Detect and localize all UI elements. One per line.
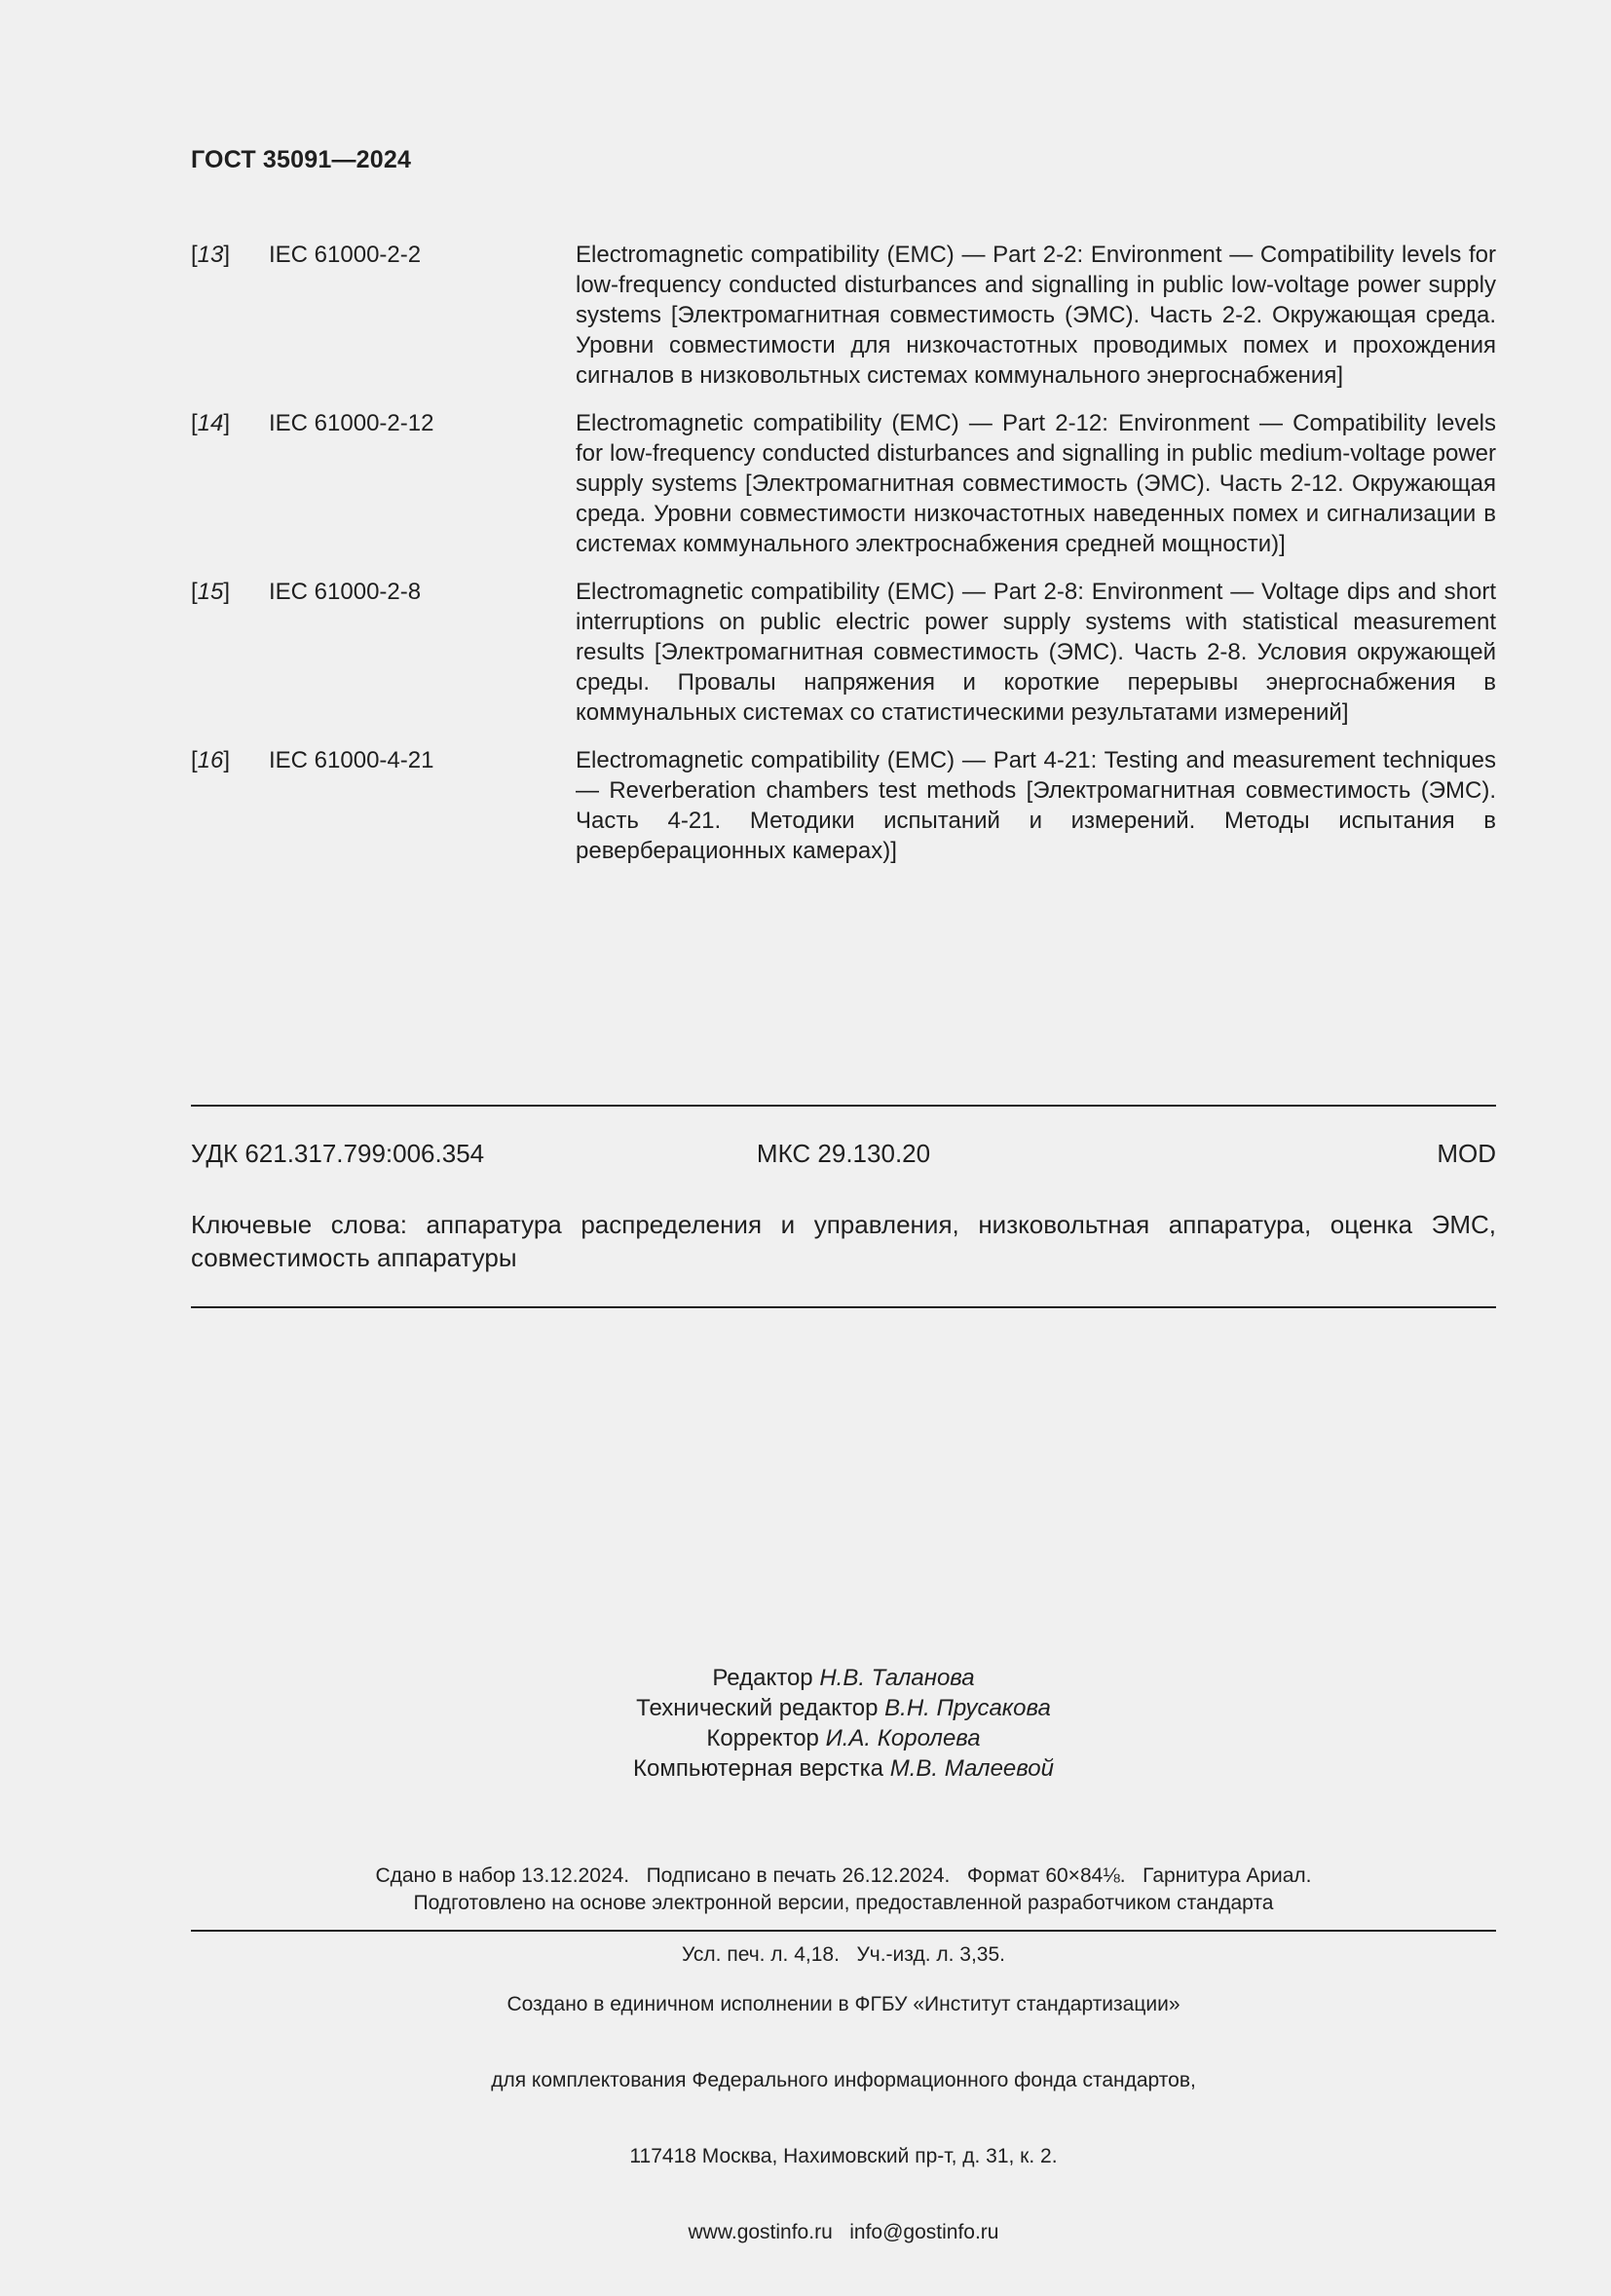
printer-line: для комплектования Федерального информационного фонда стандартов, [491, 2069, 1196, 2091]
publication-line: Сдано в набор 13.12.2024. Подписано в печать 26.12.2024. Формат 60×84⅛. Гарнитура Ариал. [375, 1864, 1312, 1887]
entry-number: [14] [191, 410, 231, 436]
entry-number: [15] [191, 579, 231, 605]
credit-line: Корректор И.А. Королева [706, 1725, 981, 1751]
classification-row [191, 1139, 1496, 1172]
bibliography-entry [191, 240, 1496, 391]
entry-description: Electromagnetic compatibility (EMC) — Part 2-8: Environment — Voltage dips and short interruptions on public electric power supply systems with statistical measurement results [Электромагнитная совместимость (ЭМС). Часть 2-8. Условия окружающей среды. Провалы напряжения и короткие перерывы энергоснабжения в коммунальных системах со статистическими результатами измерений] [576, 579, 1496, 726]
udk-code: УДК 621.317.799:006.354 [191, 1139, 485, 1168]
credit-line: Редактор Н.В. Таланова [712, 1665, 975, 1691]
credit-line: Компьютерная верстка М.В. Малеевой [633, 1755, 1054, 1782]
divider-bottom [191, 1930, 1496, 1932]
printer-info [191, 1941, 1496, 2296]
modification-degree: MOD [1437, 1139, 1496, 1168]
printer-line: Создано в единичном исполнении в ФГБУ «Институт стандартизации» [506, 1993, 1180, 2015]
entry-number: [13] [191, 242, 231, 268]
entry-number: [16] [191, 747, 231, 773]
bibliography-entry [191, 745, 1496, 866]
document-code-header: ГОСТ 35091—2024 [191, 146, 412, 173]
credit-line: Технический редактор В.Н. Прусакова [636, 1695, 1051, 1721]
printer-line: 117418 Москва, Нахимовский пр-т, д. 31, к. 2. [629, 2145, 1058, 2167]
divider-top [191, 1105, 1496, 1107]
entry-standard-code: IEC 61000-2-8 [269, 579, 422, 605]
entry-standard-code: IEC 61000-4-21 [269, 747, 434, 773]
entry-standard-code: IEC 61000-2-12 [269, 410, 434, 436]
entry-standard-code: IEC 61000-2-2 [269, 242, 422, 268]
bibliography-entry [191, 408, 1496, 559]
entry-description: Electromagnetic compatibility (EMC) — Part 4-21: Testing and measurement techniques — Reverberation chambers test methods [Электромагнитная совместимость (ЭМС). Часть 4-21. Методики испытаний и измерений. Методы испытания в реверберационных камерах)] [576, 747, 1496, 864]
bibliography-list [191, 240, 1496, 884]
printer-line: www.gostinfo.ru info@gostinfo.ru [688, 2221, 999, 2243]
mks-code: МКС 29.130.20 [756, 1139, 931, 1168]
divider-keywords [191, 1306, 1496, 1308]
publication-line: Усл. печ. л. 4,18. Уч.-изд. л. 3,35. [681, 1943, 1005, 1966]
editorial-credits [191, 1663, 1496, 1784]
bibliography-entry [191, 577, 1496, 728]
keywords: Ключевые слова: аппаратура распределения и управления, низковольтная аппаратура, оценка ЭМС, совместимость аппаратуры [191, 1210, 1496, 1272]
prepared-note: Подготовлено на основе электронной версии, предоставленной разработчиком стандарта [413, 1892, 1274, 1914]
entry-description: Electromagnetic compatibility (EMC) — Part 2-2: Environment — Compatibility levels for low-frequency conducted disturbances and signalling in public low-voltage power supply systems [Электромагнитная совместимость (ЭМС). Часть 2-2. Окружающая среда. Уровни совместимости для низкочастотных проводимых помех и прохождения сигналов в низковольтных системах коммунального энергоснабжения] [576, 242, 1496, 389]
entry-description: Electromagnetic compatibility (EMC) — Part 2-12: Environment — Compatibility levels for low-frequency conducted disturbances and signalling in public medium-voltage power supply systems [Электромагнитная совместимость (ЭМС). Часть 2-12. Окружающая среда. Уровни совместимости низкочастотных наведенных помех и сигнализации в системах коммунального электроснабжения средней мощности)] [576, 410, 1496, 557]
